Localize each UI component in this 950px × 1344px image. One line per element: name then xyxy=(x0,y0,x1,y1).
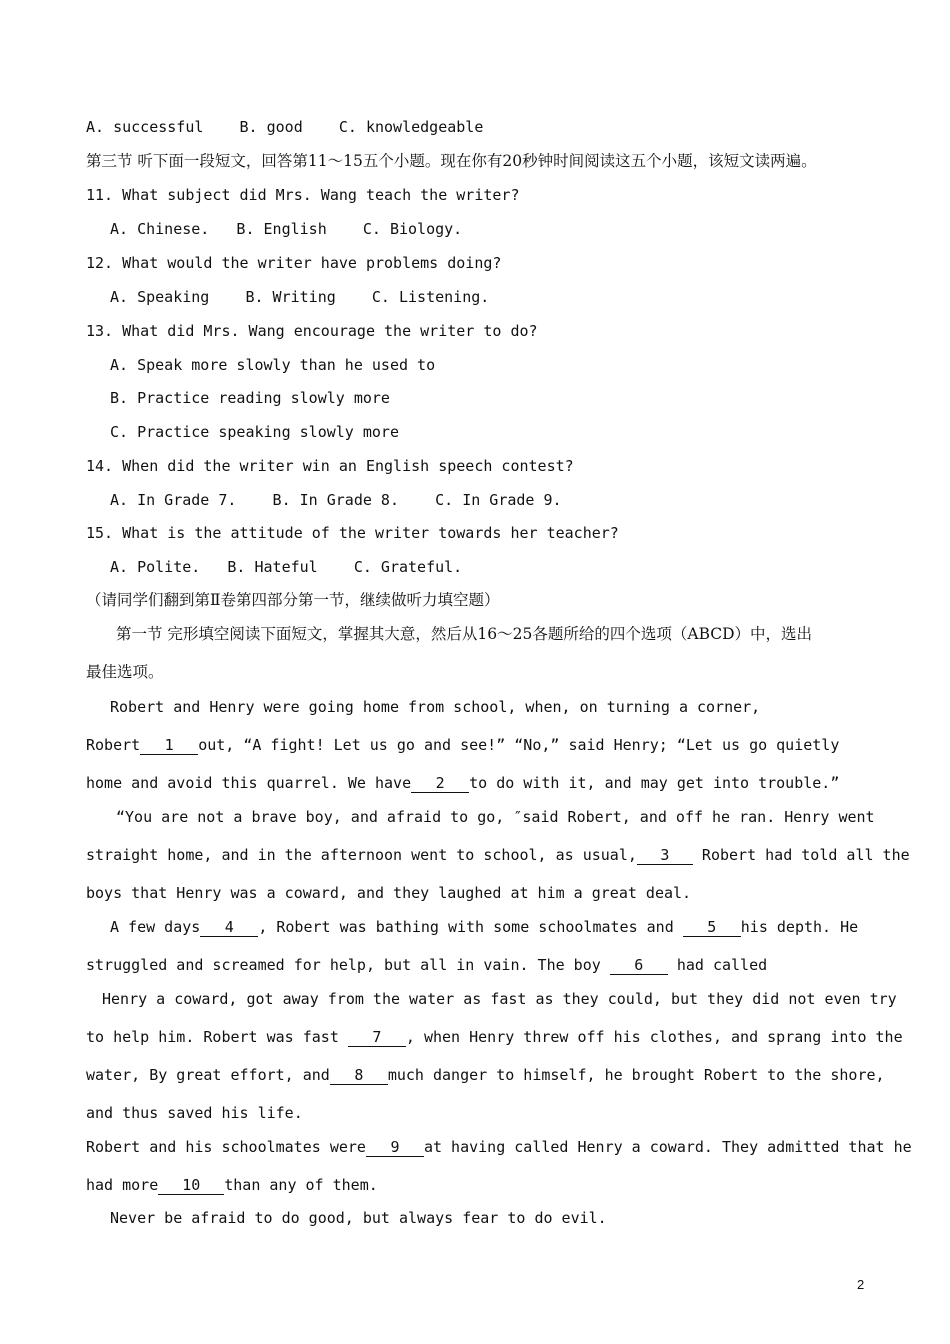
passage-line: home and avoid this quarrel. We have 2 to do with it, and may get into trouble.” xyxy=(86,774,840,792)
question-13-option-b: B. Practice reading slowly more xyxy=(110,389,390,407)
passage-line: to help him. Robert was fast 7 , when Henry threw off his clothes, and sprang into the xyxy=(86,1028,903,1046)
passage-line: Henry a coward, got away from the water as fast as they could, but they did not even try xyxy=(102,990,897,1008)
blank-4[interactable]: 4 xyxy=(200,919,258,937)
passage-line: struggled and screamed for help, but all in vain. The boy 6 had called xyxy=(86,956,768,974)
cloze-instructions-line-2: 最佳选项。 xyxy=(86,663,164,681)
passage-line: “You are not a brave boy, and afraid to go, ″said Robert, and off he ran. Henry went xyxy=(116,808,875,826)
question-12-options: A. Speaking B. Writing C. Listening. xyxy=(110,288,490,306)
cloze-instructions-line-1: 第一节 完形填空阅读下面短文，掌握其大意，然后从16～25各题所给的四个选项（ABCD）中，选出 xyxy=(116,625,813,643)
passage-line: had more 10 than any of them. xyxy=(86,1176,378,1194)
question-14-stem: 14. When did the writer win an English speech contest? xyxy=(86,457,574,475)
question-11-stem: 11. What subject did Mrs. Wang teach the writer? xyxy=(86,186,520,204)
question-13-option-c: C. Practice speaking slowly more xyxy=(110,423,399,441)
passage-line: and thus saved his life. xyxy=(86,1104,303,1122)
question-15-options: A. Polite. B. Hateful C. Grateful. xyxy=(110,558,463,576)
question-11-options: A. Chinese. B. English C. Biology. xyxy=(110,220,463,238)
blank-8[interactable]: 8 xyxy=(330,1067,388,1085)
blank-5[interactable]: 5 xyxy=(683,919,741,937)
passage-line: Robert and his schoolmates were 9 at having called Henry a coward. They admitted that he xyxy=(86,1138,912,1156)
passage-line: boys that Henry was a coward, and they laughed at him a great deal. xyxy=(86,884,692,902)
blank-1[interactable]: 1 xyxy=(140,737,198,755)
passage-line: A few days 4 , Robert was bathing with some schoolmates and 5 his depth. He xyxy=(110,918,859,936)
blank-2[interactable]: 2 xyxy=(411,775,469,793)
question-14-options: A. In Grade 7. B. In Grade 8. C. In Grade 9. xyxy=(110,491,562,509)
page-number: 2 xyxy=(857,1277,865,1292)
blank-3[interactable]: 3 xyxy=(637,847,693,865)
question-13-stem: 13. What did Mrs. Wang encourage the writer to do? xyxy=(86,322,538,340)
passage-line: straight home, and in the afternoon went to school, as usual, 3 Robert had told all the xyxy=(86,846,910,864)
passage-line: Robert and Henry were going home from school, when, on turning a corner, xyxy=(110,698,761,716)
question-13-option-a: A. Speak more slowly than he used to xyxy=(110,356,436,374)
blank-6[interactable]: 6 xyxy=(610,957,668,975)
question-12-stem: 12. What would the writer have problems doing? xyxy=(86,254,502,272)
blank-7[interactable]: 7 xyxy=(348,1029,406,1047)
instruction-note: （请同学们翻到第Ⅱ卷第四部分第一节，继续做听力填空题） xyxy=(86,591,500,609)
passage-line: Robert 1 out, “A fight! Let us go and see!” “No,” said Henry; “Let us go quietly xyxy=(86,736,840,754)
question-15-stem: 15. What is the attitude of the writer towards her teacher? xyxy=(86,524,619,542)
blank-10[interactable]: 10 xyxy=(158,1177,224,1195)
question-10-options: A. successful B. good C. knowledgeable xyxy=(86,118,484,136)
blank-9[interactable]: 9 xyxy=(366,1139,424,1157)
section-3-header: 第三节 听下面一段短文，回答第11～15五个小题。现在你有20秒钟时间阅读这五个小题，该短文读两遍。 xyxy=(86,152,817,170)
passage-line: water, By great effort, and 8 much danger to himself, he brought Robert to the shore, xyxy=(86,1066,885,1084)
passage-line: Never be afraid to do good, but always fear to do evil. xyxy=(110,1209,607,1227)
